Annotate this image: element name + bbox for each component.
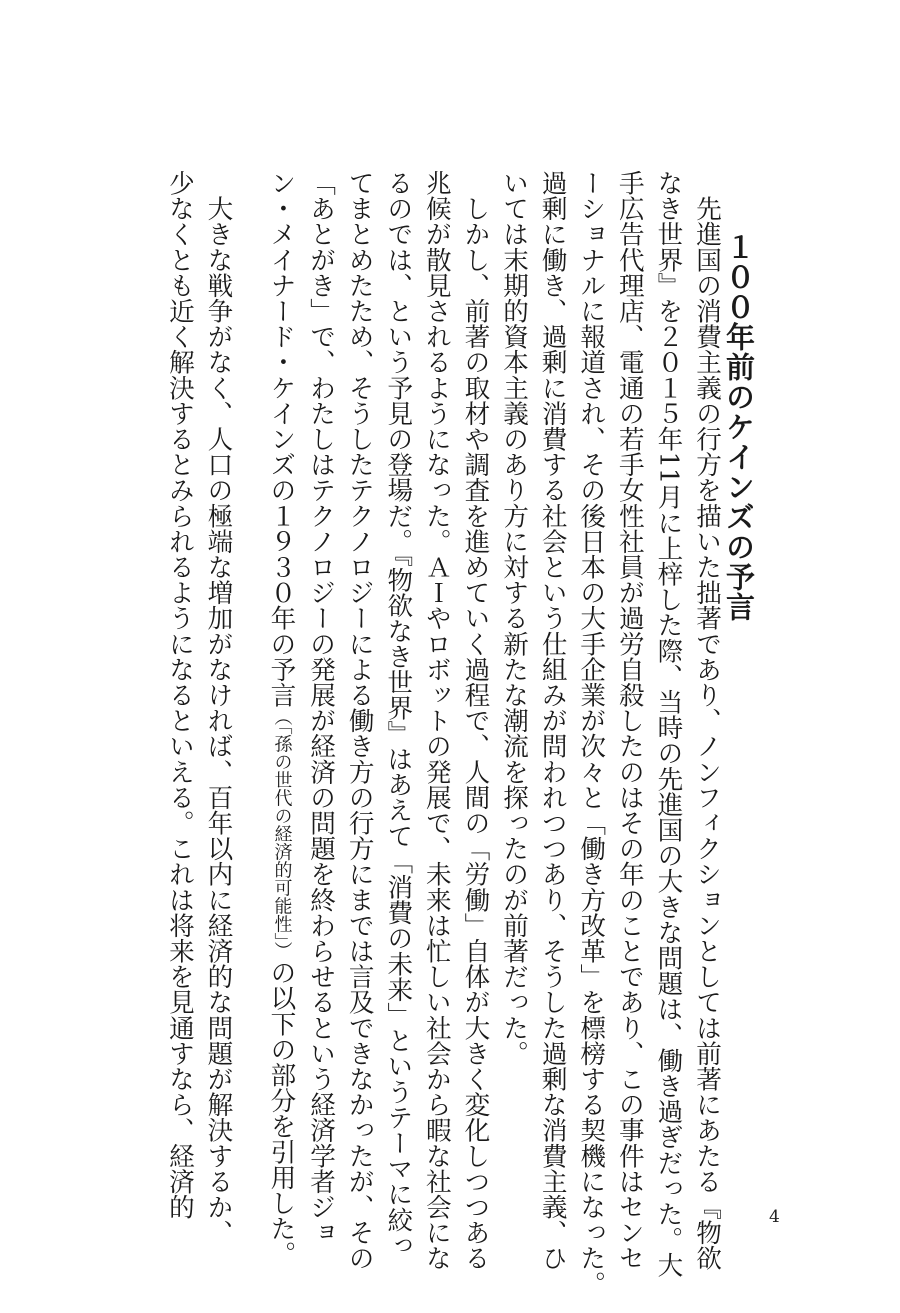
text-line: なき世界』を２０１５年11月に上梓した際、当時の先進国の大きな問題は、働き過ぎだった。大	[653, 170, 684, 1278]
page-number: 4	[769, 1207, 780, 1227]
text-line: 過剰に働き、過剰に消費する社会という仕組みが問われつつあり、そうした過剰な消費主義、ひ	[537, 170, 568, 1271]
text-line: 「あとがき」で、わたしはテクノロジーの発展が経済の問題を終わらせるという経済学者ジョ	[306, 170, 337, 1246]
text-line: 手広告代理店、電通の若手女性社員が過労自殺したのはその年のことであり、この事件はセンセ	[614, 170, 645, 1271]
citation-note: （「孫の世代の経済的可能性」）	[271, 707, 293, 960]
text-line: てまとめたため、そうしたテクノロジーによる働き方の行方にまでは言及できなかったが、その	[344, 170, 375, 1271]
text-line: しかし、前著の取材や調査を進めていく過程で、人間の「労働」自体が大きく変化しつつある	[459, 170, 490, 1170]
quote-line: 少なくとも近く解決するとみられるようになるといえる。これは将来を見通すなら、経済的	[164, 170, 195, 1220]
text-line: 先進国の消費主義の行方を描いた拙著であり、ノンフィクションとしては前著にあたる『物欲	[691, 170, 722, 1170]
paragraph-indent	[459, 170, 490, 196]
body-text	[156, 170, 722, 1297]
text-line: 兆候が散見されるようになった。ＡＩやロボットの発展で、未来は忙しい社会から暇な社会にな	[421, 170, 452, 1271]
text-line: るのでは、という予見の登場だ。『物欲なき世界』はあえて「消費の未来」というテーマに絞っ	[383, 170, 414, 1258]
chapter-title: １００年前のケインズの予言	[722, 232, 756, 622]
text-line: いては末期的資本主義のあり方に対する新たな潮流を探ったのが前著だった。	[499, 170, 530, 1066]
text-line: ーショナルに報道され、その後日本の大手企業が次々と「働き方改革」を標榜する契機になった。	[576, 170, 607, 1297]
text-line: ン・メイナード・ケインズの１９３０年の予言（「孫の世代の経済的可能性」）の以下の部分を引用した。	[266, 170, 297, 1267]
paragraph-indent	[691, 170, 722, 196]
quote-line: 大きな戦争がなく、人口の極端な増加がなければ、百年以内に経済的な問題が解決するか、	[202, 170, 233, 1170]
paragraph-indent	[202, 170, 233, 196]
